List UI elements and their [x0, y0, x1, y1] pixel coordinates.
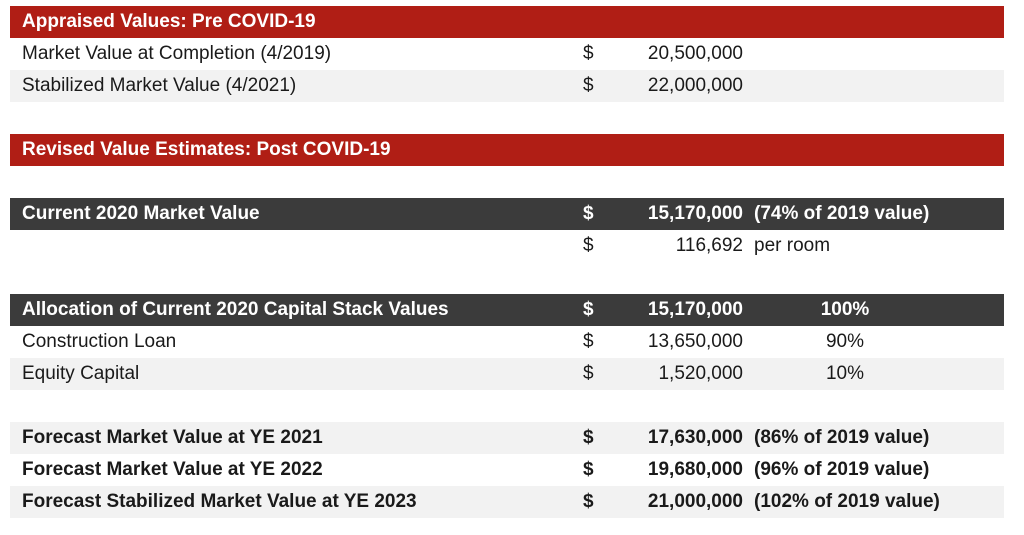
forecast-label: Forecast Stabilized Market Value at YE 2023 — [22, 491, 417, 512]
per-room-row — [10, 230, 1004, 262]
current-value-label: Current 2020 Market Value — [22, 203, 260, 224]
allocation-header-row — [10, 294, 1004, 326]
row-label: Stabilized Market Value (4/2021) — [22, 75, 297, 96]
forecast-amount: 17,630,000 — [647, 427, 743, 448]
pre-covid-header: Appraised Values: Pre COVID-19 — [22, 11, 316, 32]
dollar-sign: $ — [583, 491, 594, 512]
dollar-sign: $ — [583, 363, 594, 384]
per-room-amount: 116,692 — [675, 235, 743, 256]
row-pct: 90% — [825, 331, 865, 352]
row-label: Construction Loan — [22, 331, 177, 352]
forecast-amount: 21,000,000 — [647, 491, 743, 512]
dollar-sign: $ — [583, 235, 594, 256]
allocation-pct: 100% — [820, 299, 870, 320]
current-value-row — [10, 198, 1004, 230]
forecast-note: (96% of 2019 value) — [754, 459, 930, 480]
row-amount: 13,650,000 — [647, 331, 743, 352]
post-covid-header-row — [10, 134, 1004, 166]
forecast-row — [10, 454, 1004, 486]
spacer-row — [10, 102, 1004, 134]
table-row — [10, 326, 1004, 358]
pre-covid-header-row — [10, 6, 1004, 38]
dollar-sign: $ — [583, 331, 594, 352]
dollar-sign: $ — [583, 75, 594, 96]
forecast-label: Forecast Market Value at YE 2021 — [22, 427, 323, 448]
allocation-amount: 15,170,000 — [647, 299, 743, 320]
dollar-sign: $ — [583, 299, 594, 320]
table-row — [10, 358, 1004, 390]
per-room-note: per room — [754, 235, 831, 256]
row-pct: 10% — [825, 363, 865, 384]
forecast-note: (86% of 2019 value) — [754, 427, 930, 448]
row-amount: 1,520,000 — [658, 363, 743, 384]
current-value-amount: 15,170,000 — [647, 203, 743, 224]
allocation-label: Allocation of Current 2020 Capital Stack Values — [22, 299, 449, 320]
spacer-row — [10, 166, 1004, 198]
row-amount: 20,500,000 — [647, 43, 743, 64]
forecast-note: (102% of 2019 value) — [754, 491, 940, 512]
valuation-table — [10, 6, 1004, 518]
forecast-label: Forecast Market Value at YE 2022 — [22, 459, 323, 480]
current-value-note: (74% of 2019 value) — [754, 203, 930, 224]
dollar-sign: $ — [583, 459, 594, 480]
spacer-row — [10, 390, 1004, 422]
row-label: Market Value at Completion (4/2019) — [22, 43, 332, 64]
table-row — [10, 38, 1004, 70]
post-covid-header: Revised Value Estimates: Post COVID-19 — [22, 139, 391, 160]
row-amount: 22,000,000 — [647, 75, 743, 96]
row-label: Equity Capital — [22, 363, 140, 384]
forecast-row — [10, 486, 1004, 518]
dollar-sign: $ — [583, 43, 594, 64]
spacer-row — [10, 262, 1004, 294]
dollar-sign: $ — [583, 427, 594, 448]
forecast-row — [10, 422, 1004, 454]
dollar-sign: $ — [583, 203, 594, 224]
table-row — [10, 70, 1004, 102]
forecast-amount: 19,680,000 — [647, 459, 743, 480]
